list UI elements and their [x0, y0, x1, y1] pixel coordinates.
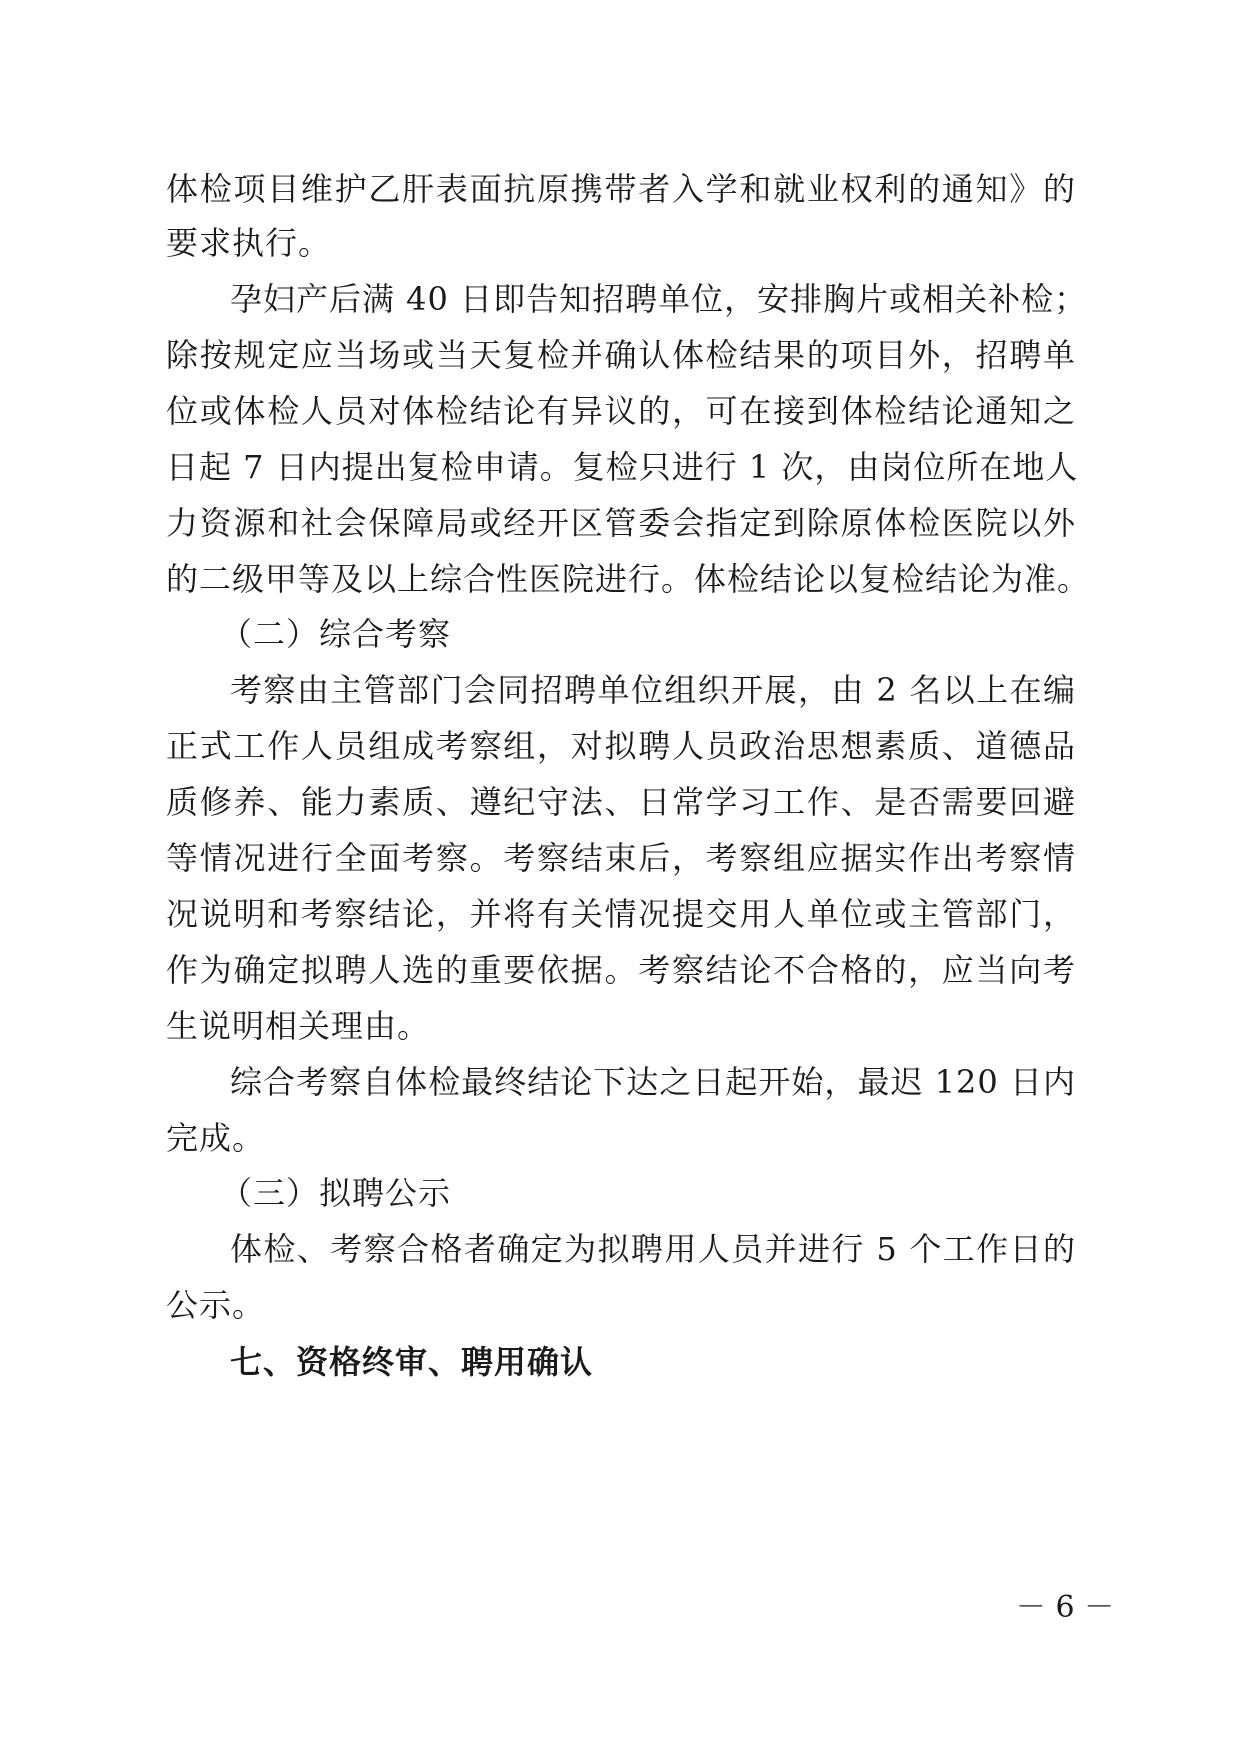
body-line: 力资源和社会保障局或经开区管委会指定到除原体检医院以外: [166, 504, 1076, 542]
body-line: 作为确定拟聘人选的重要依据。考察结论不合格的，应当向考: [166, 951, 1076, 989]
paragraph-first-line: 考察由主管部门会同招聘单位组织开展，由 2 名以上在编: [230, 671, 1076, 709]
body-line: 要求执行。: [166, 224, 332, 262]
paragraph-first-line: 体检、考察合格者确定为拟聘用人员并进行 5 个工作日的: [230, 1230, 1076, 1268]
body-line: 况说明和考察结论，并将有关情况提交用人单位或主管部门，: [166, 895, 1076, 933]
body-line: 正式工作人员组成考察组，对拟聘人员政治思想素质、道德品: [166, 727, 1076, 765]
paragraph-first-line: 孕妇产后满 40 日即告知招聘单位，安排胸片或相关补检；: [230, 280, 1088, 318]
body-line: 质修养、能力素质、遵纪守法、日常学习工作、是否需要回避: [166, 783, 1076, 821]
page-number: － 6 －: [1015, 1590, 1115, 1625]
body-line: 完成。: [166, 1119, 266, 1157]
section-heading: 七、资格终审、聘用确认: [230, 1343, 594, 1381]
section-subheading: （三）拟聘公示: [220, 1174, 452, 1212]
body-line: 公示。: [166, 1286, 266, 1324]
body-line: 的二级甲等及以上综合性医院进行。体检结论以复检结论为准。: [166, 560, 1091, 598]
body-line: 日起 7 日内提出复检申请。复检只进行 1 次，由岗位所在地人: [166, 448, 1079, 486]
section-subheading: （二）综合考察: [220, 615, 452, 653]
paragraph-first-line: 综合考察自体检最终结论下达之日起开始，最迟 120 日内: [230, 1063, 1076, 1101]
body-line: 体检项目维护乙肝表面抗原携带者入学和就业权利的通知》的: [166, 170, 1076, 208]
body-line: 等情况进行全面考察。考察结束后，考察组应据实作出考察情: [166, 839, 1076, 877]
body-line: 位或体检人员对体检结论有异议的，可在接到体检结论通知之: [166, 392, 1076, 430]
body-line: 除按规定应当场或当天复检并确认体检结果的项目外，招聘单: [166, 336, 1076, 374]
body-line: 生说明相关理由。: [166, 1007, 431, 1045]
